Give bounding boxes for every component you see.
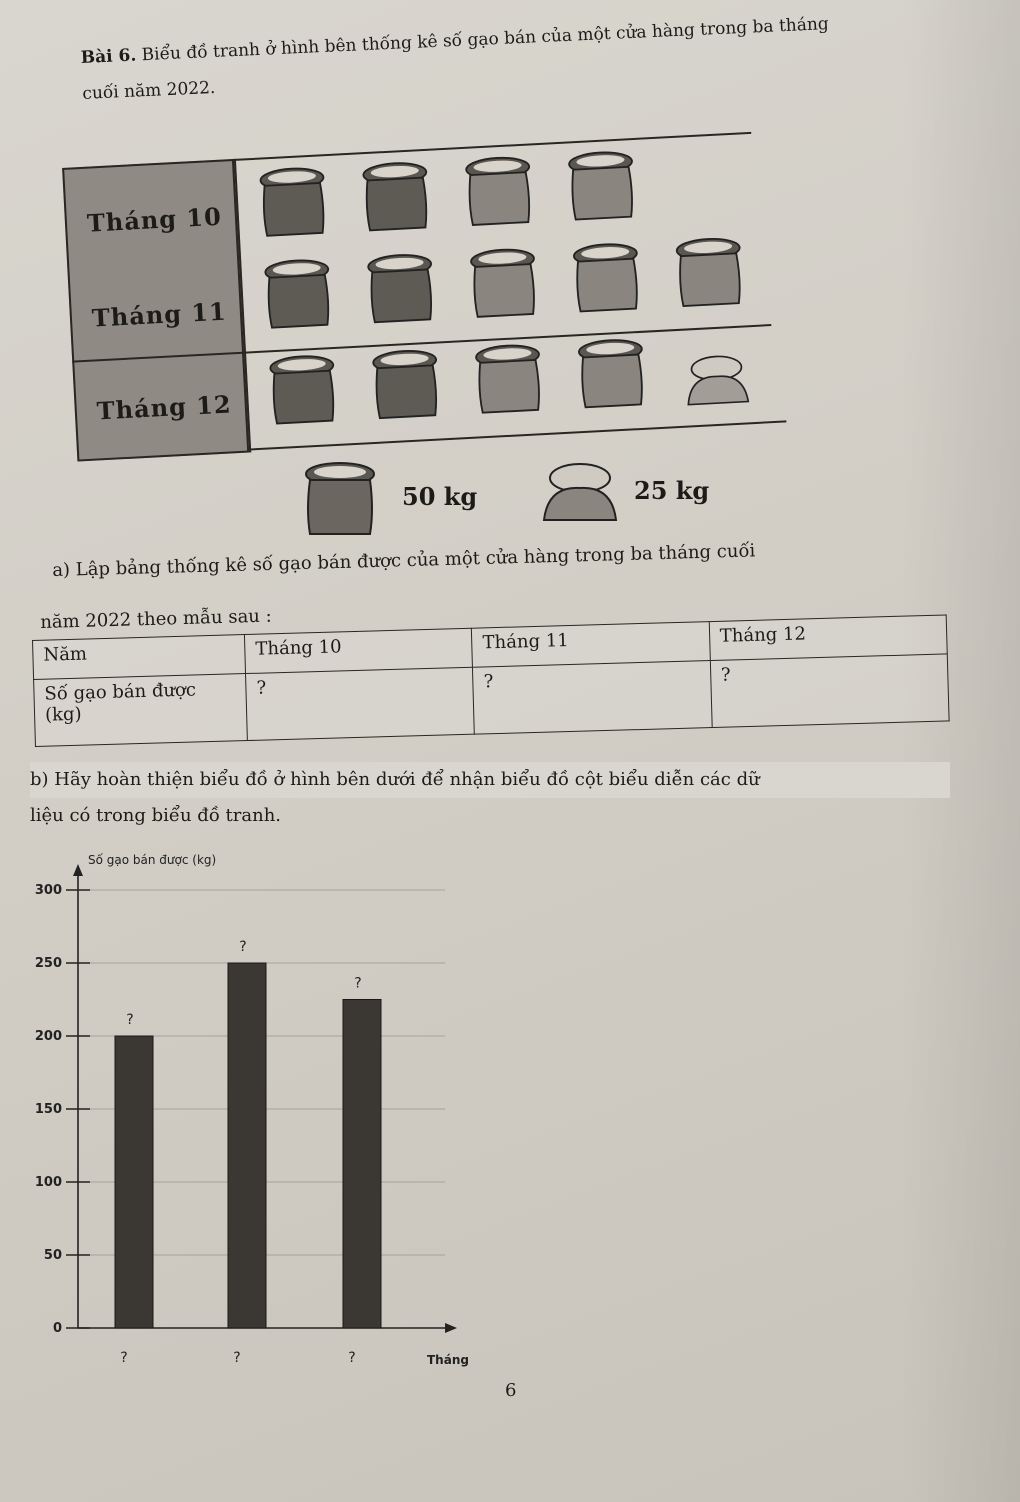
- row-label-thang-10: Tháng 10: [86, 201, 223, 238]
- y-tick-label: 300: [34, 883, 62, 898]
- table-header-cell: Tháng 10: [245, 628, 473, 673]
- pictograph-label-column: [62, 159, 251, 462]
- rice-sack-icon: [362, 248, 440, 330]
- table-cell-input[interactable]: ?: [246, 667, 475, 740]
- x-axis-title: Tháng: [427, 1353, 469, 1367]
- bar: [115, 1036, 153, 1328]
- bar: [228, 963, 266, 1328]
- rice-sack-icon: [259, 254, 337, 336]
- rice-sack-icon: [264, 350, 342, 432]
- rice-sack-icon: [568, 238, 646, 320]
- table-row-label: Số gạo bán được (kg): [34, 674, 248, 747]
- table-header-cell: Tháng 11: [472, 622, 710, 668]
- rice-sack-icon: [470, 339, 548, 421]
- bar-value-label: ?: [126, 1012, 134, 1028]
- y-axis-title: Số gạo bán được (kg): [88, 853, 217, 867]
- intro-line-1: Biểu đồ tranh ở hình bên thống kê số gạo bán của một cửa hàng trong ba tháng: [141, 14, 830, 66]
- rice-sack-icon: [300, 460, 380, 540]
- question-b-line-1: b) Hãy hoàn thiện biểu đồ ở hình bên dưới để nhận biểu đồ cột biểu diễn các dữ: [30, 762, 950, 798]
- question-a-line-1: a) Lập bảng thống kê số gạo bán được của một cửa hàng trong ba tháng cuối: [52, 540, 756, 581]
- rice-sack-icon: [357, 157, 435, 239]
- row-label-thang-11: Tháng 11: [91, 296, 228, 333]
- rice-sack-icon: [460, 151, 538, 233]
- question-b-line-2: liệu có trong biểu đồ tranh.: [30, 805, 282, 826]
- y-tick-label: 50: [43, 1248, 62, 1263]
- half-rice-sack-icon: [681, 350, 754, 408]
- table-header-cell: Năm: [33, 635, 246, 680]
- pictograph: [60, 90, 797, 477]
- legend-full-label: 50 kg: [402, 482, 478, 511]
- question-b: [30, 762, 950, 834]
- x-tick-label: ?: [348, 1350, 356, 1366]
- page-shadow: [900, 0, 1020, 1502]
- rice-sack-icon: [670, 232, 748, 314]
- y-tick-label: 200: [34, 1029, 62, 1044]
- intro-line-2: cuối năm 2022.: [81, 77, 216, 104]
- page-number: 6: [505, 1380, 517, 1401]
- rice-sack-icon: [367, 344, 445, 426]
- x-tick-label: ?: [120, 1350, 128, 1366]
- legend-half-label: 25 kg: [634, 476, 710, 505]
- question-a-line-2: năm 2022 theo mẫu sau :: [40, 605, 272, 633]
- x-tick-label: ?: [233, 1350, 241, 1366]
- table-cell-input[interactable]: ?: [473, 661, 712, 735]
- rice-sack-icon: [254, 162, 332, 244]
- rice-sack-icon: [465, 243, 543, 325]
- rice-sack-icon: [573, 334, 651, 416]
- y-tick-label: 150: [34, 1102, 62, 1117]
- y-axis-arrow: [73, 864, 83, 876]
- y-tick-label: 250: [34, 956, 62, 971]
- pictograph-legend: [290, 456, 750, 546]
- half-rice-sack-icon: [538, 460, 622, 522]
- y-tick-label: 100: [34, 1175, 62, 1190]
- y-tick-label: 0: [52, 1321, 62, 1336]
- bar-chart: [0, 840, 520, 1380]
- table-cell-input[interactable]: ?: [710, 654, 949, 728]
- row-label-thang-12: Tháng 12: [96, 389, 233, 426]
- x-axis-arrow: [445, 1323, 457, 1333]
- bar: [343, 1000, 381, 1329]
- table-header-cell: Tháng 12: [709, 615, 947, 661]
- bar-value-label: ?: [354, 975, 362, 992]
- rice-sack-icon: [563, 146, 641, 228]
- bar-chart-svg: [0, 840, 520, 1380]
- exercise-number: Bài 6.: [80, 45, 137, 68]
- bar-value-label: ?: [239, 939, 247, 955]
